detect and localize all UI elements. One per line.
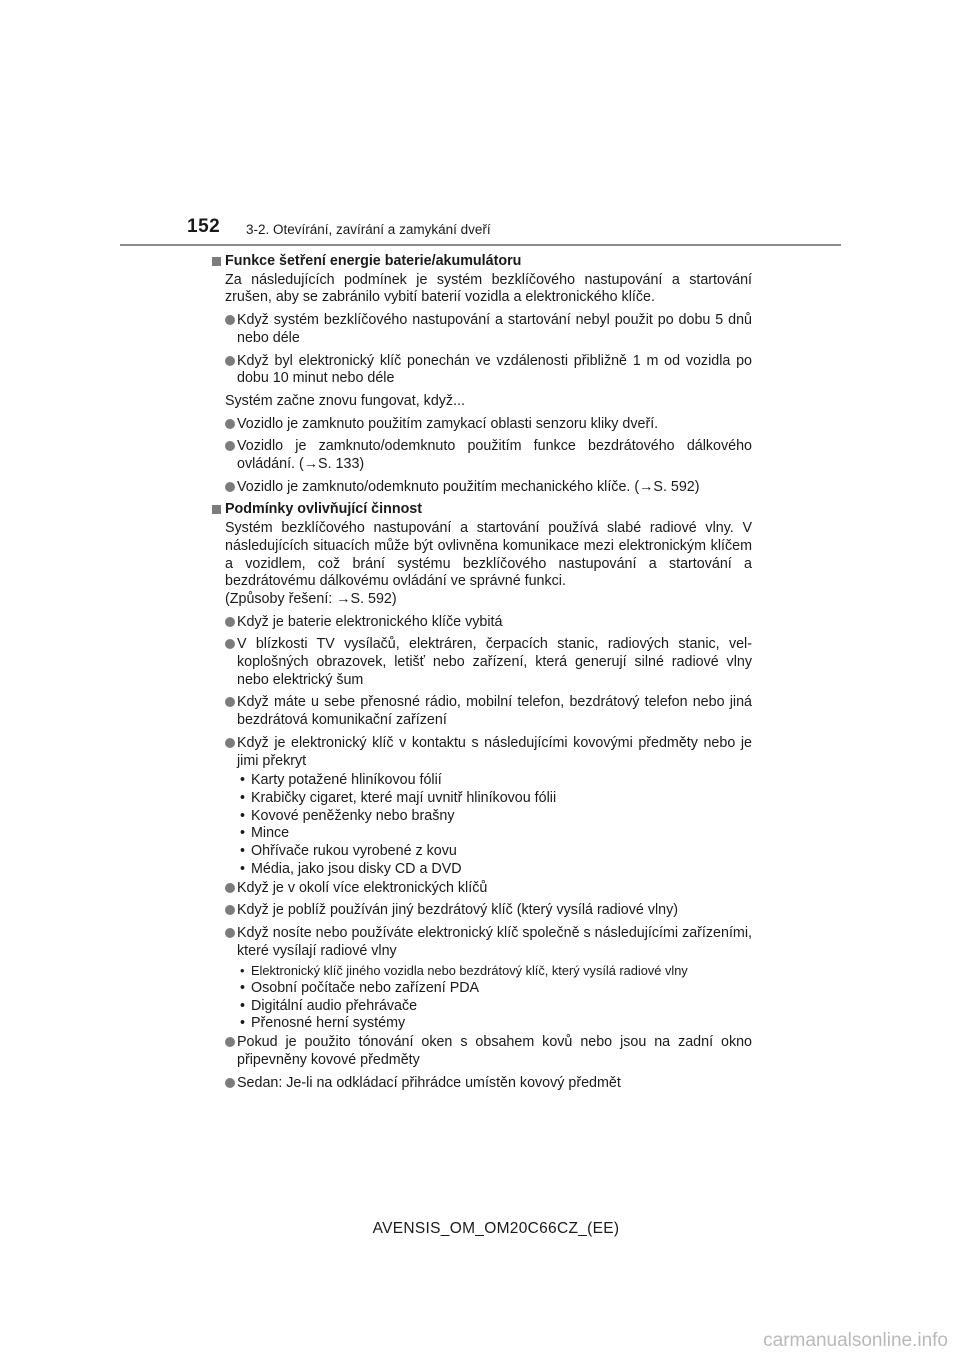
list-item: Vozidlo je zamknuto/odemknuto použitím funkce bezdrátového dálkového ovládání. (→S. 133) <box>212 438 752 473</box>
round-bullet-icon <box>225 697 235 707</box>
round-bullet-icon <box>225 617 235 627</box>
sub-list-item: • Kovové peněženky nebo brašny <box>240 807 455 824</box>
list-item: Vozidlo je zamknuto použitím zamykací oblasti senzoru kliky dveří. <box>212 416 752 434</box>
sub-list-item: • Přenosné herní systémy <box>240 1015 406 1032</box>
round-bullet-icon <box>225 356 235 366</box>
list-item: Když máte u sebe přenosné rádio, mobilní telefon, bezdrátový telefon nebo jiná bezdrátová komunikační zařízení <box>212 694 752 729</box>
list-item: Když je elektronický klíč v kontaktu s následujícími kovovými předměty nebo je jimi překryt <box>212 735 752 770</box>
list-item: Když je v okolí více elektronických klíčů <box>212 880 752 898</box>
square-bullet-icon <box>212 505 221 514</box>
sub-list-item: • Osobní počítače nebo zařízení PDA <box>240 980 480 997</box>
header-divider <box>120 244 841 246</box>
sub-list-item: • Krabičky cigaret, které mají uvnitř hliníkovou fólii <box>240 789 557 806</box>
list-item: Vozidlo je zamknuto/odemknuto použitím mechanického klíče. (→S. 592) <box>212 479 752 497</box>
paragraph: Za následujících podmínek je systém bezklíčového nastupování a startování zrušen, aby se zabránilo vybití baterií vozidla a elektronického klíče. <box>225 271 752 306</box>
section-heading: Funkce šetření energie baterie/akumulátoru <box>212 253 752 271</box>
list-item: Sedan: Je-li na odkládací přihrádce umístěn kovový předmět <box>212 1075 752 1093</box>
section-title: 3-2. Otevírání, zavírání a zamykání dveří <box>246 222 491 237</box>
list-item: Pokud je použito tónování oken s obsahem kovů nebo jsou na zadní okno připevněny kovové předměty <box>212 1034 752 1069</box>
list-item: Když nosíte nebo používáte elektronický klíč společně s následujícími zařízeními, které vysílají radiové vlny <box>212 925 752 960</box>
list-item: V blízkosti TV vysílačů, elektráren, čerpacích stanic, radiových stanic, velkoplošných obrazovek, letišť nebo zařízení, která generují silné radiové vlny nebo elektrický šum <box>212 636 752 689</box>
round-bullet-icon <box>225 639 235 649</box>
watermark-link[interactable]: carmanualsonline.info <box>763 1330 948 1351</box>
sub-list-item: • Digitální audio přehrávače <box>240 997 418 1014</box>
round-bullet-icon <box>225 419 235 429</box>
page-number: 152 <box>187 216 221 237</box>
sub-list <box>212 772 752 878</box>
sub-list-item: • Ohřívače rukou vyrobené z kovu <box>240 843 457 860</box>
round-bullet-icon <box>225 482 235 492</box>
round-bullet-icon <box>225 738 235 748</box>
round-bullet-icon <box>225 315 235 325</box>
round-bullet-icon <box>225 1037 235 1047</box>
list-item: Když byl elektronický klíč ponechán ve vzdálenosti přibližně 1 m od vozidla po dobu 10 minut nebo déle <box>212 353 752 388</box>
round-bullet-icon <box>225 905 235 915</box>
section-heading: Podmínky ovlivňující činnost <box>212 501 752 519</box>
list-item: Když je baterie elektronického klíče vybitá <box>212 614 752 632</box>
sub-list-item: • Elektronický klíč jiného vozidla nebo bezdrátový klíč, který vysílá radiové vlny <box>240 963 688 979</box>
sub-list <box>212 962 752 1033</box>
round-bullet-icon <box>225 883 235 893</box>
square-bullet-icon <box>212 257 221 266</box>
paragraph: Systém začne znovu fungovat, když... <box>225 392 465 409</box>
sub-list-item: • Média, jako jsou disky CD a DVD <box>240 860 462 877</box>
sub-list-item: • Mince <box>240 825 290 842</box>
page-content <box>212 253 752 1097</box>
document-code: AVENSIS_OM_OM20C66CZ_(EE) <box>372 1220 620 1237</box>
list-item: Když systém bezklíčového nastupování a startování nebyl použit po dobu 5 dnů nebo déle <box>212 312 752 347</box>
sub-list-item: • Karty potažené hliníkovou fólií <box>240 772 442 789</box>
paragraph: Systém bezklíčového nastupování a startování používá slabé radiové vlny. V následujících situacích může být ovlivněna komunikace mezi elektronickým klíčem a vozidlem, což brání systému bezklíčového nastupování a startování a bezdrátovému dálkovému ovládání ve správné funkci. <box>225 520 752 590</box>
round-bullet-icon <box>225 1078 235 1088</box>
round-bullet-icon <box>225 928 235 938</box>
round-bullet-icon <box>225 441 235 451</box>
list-item: Když je poblíž používán jiný bezdrátový klíč (který vysílá radiové vlny) <box>212 902 752 920</box>
paragraph: (Způsoby řešení: →S. 592) <box>225 590 397 607</box>
